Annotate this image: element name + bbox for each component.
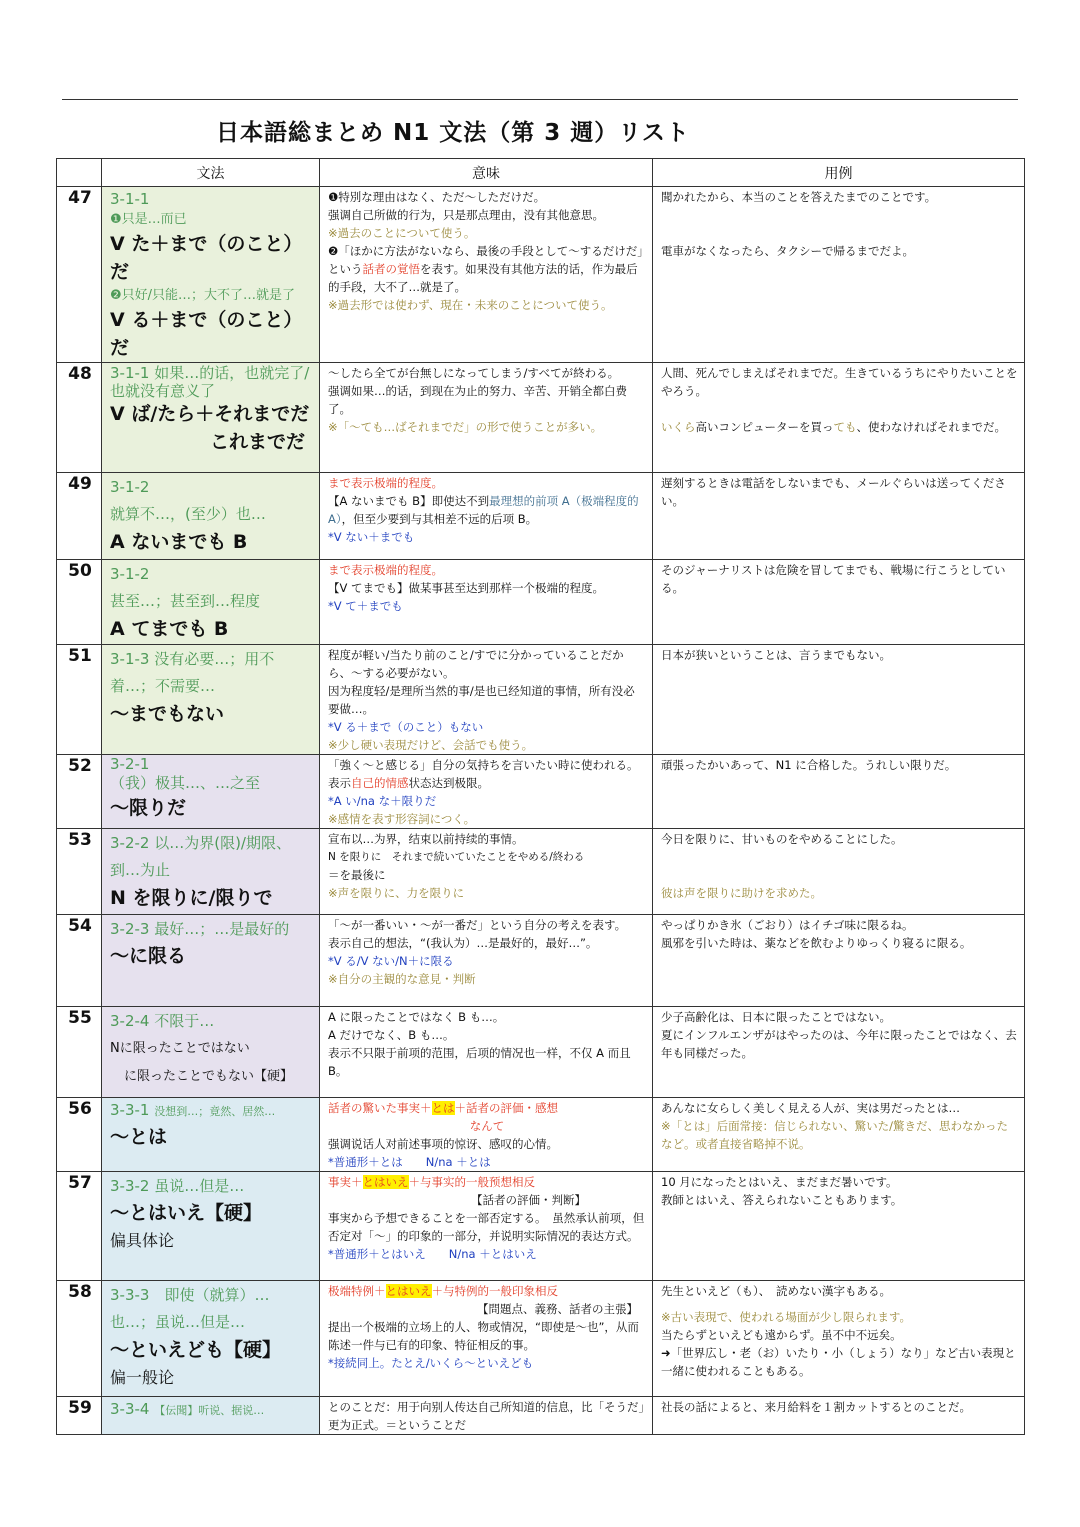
grammar-pattern: ～に限る [110,945,187,967]
example-sentence: 先生といえど（も）、 読めない漢字もある。 [661,1284,891,1298]
meaning-note: ※「～ても…ばそれまでだ」の形で使うことが多い。 [328,420,603,434]
example-sentence: 人間、死んでしまえばそれまでだ。生きているうちにやりたいことをやろう。 [661,366,1018,398]
example-note: ※「とは」后面常接：信じられない、驚いた/驚きだ、思わなかったなど。或者直接省略掉不说。 [661,1119,1009,1151]
meaning-usage: *V ない＋までも [328,530,415,544]
grammar-cell [102,1007,320,1098]
meaning-line: 事実から予想できることを一部否定する。 虽然承认前项，但否定对「～」的印象的一部分，并说明实际情况的表达方式。 [328,1211,645,1243]
row-number: 51 [57,645,102,755]
meaning-line: なんて [469,1119,505,1133]
example-sentence: 聞かれたから、本当のことを答えたまでのことです。 [661,190,937,204]
meaning-note: ※自分の主観的な意見・判断 [328,972,476,986]
table-row [57,560,1025,645]
example-cell [653,1281,1025,1397]
meaning-note: ※少し硬い表現だけど、会話でも使う。 [328,738,534,752]
grammar-code: 3-3-4 【伝聞】听说、据说… [110,1400,265,1418]
row-number: 47 [57,187,102,363]
top-rule [62,99,1018,100]
row-number: 58 [57,1281,102,1397]
row-number: 57 [57,1172,102,1281]
header-meaning: 意味 [320,159,653,187]
grammar-code: 3-2-1 [110,755,150,773]
grammar-pattern: これまでだ [209,431,305,453]
meaning-line: A だけでなく、B も…。 [328,1028,455,1042]
meaning-note: ※声を限りに、力を限りに [328,886,465,900]
grammar-note: 偏一般论 [110,1368,175,1387]
grammar-note: 偏具体论 [110,1231,175,1250]
example-sentence: 今日を限りに、甘いものをやめることにした。 [661,832,903,846]
example-sentence: 風邪を引いた時は、薬などを飲むよりゆっくり寝るに限る。 [661,936,972,950]
meaning-line: まで表示极端的程度。 [328,476,443,490]
meaning-line: とのことだ：用于向别人传达自己所知道的信息，比「そうだ」更为正式。＝ということだ [328,1400,645,1432]
example-sentence: 教師とはいえ、答えられないこともあります。 [661,1193,903,1207]
meaning-usage: *A い/na な＋限りだ [328,794,437,808]
table-row [57,473,1025,560]
grammar-code: 3-1-2 [110,565,150,583]
grammar-cell [102,1397,320,1435]
example-sentence: 遅刻するときは電話をしないまでも、メールぐらいは送ってください。 [661,476,1006,508]
meaning-line: ❷「ほかに方法がないなら、最後の手段として～するだけだ」という話者の覚悟を表す。如果没有其他方法的话，作为最后的手段，大不了…就是了。 [328,244,644,294]
grammar-code: 3-3-3 即使（就算）… [110,1286,270,1304]
table-row [57,829,1025,915]
grammar-code: 3-2-3 最好…；…是最好的 [110,920,290,938]
grammar-cell [102,187,320,363]
example-sentence: あんなに女らしく美しく見える人が、実は男だったとは… [661,1101,960,1115]
meaning-usage: *普通形＋とは N/na ＋とは [328,1155,491,1169]
grammar-cell [102,645,320,755]
grammar-meaning-cn: 甚至…；甚至到…程度 [110,592,261,610]
meaning-line: 【V てまでも】做某事甚至达到那样一个极端的程度。 [328,581,605,595]
example-sentence: いくら高いコンピューターを買っても、使わなければそれまでだ。 [661,420,1006,434]
meaning-cell [320,363,653,473]
meaning-cell [320,645,653,755]
example-cell [653,829,1025,915]
grammar-code: 3-3-1 没想到…；竟然、居然… [110,1101,276,1119]
grammar-cell [102,829,320,915]
grammar-cell [102,915,320,1007]
table-row [57,645,1025,755]
example-sentence: やっぱりかき氷（ごおり）はイチゴ味に限るね。 [661,918,914,932]
grammar-meaning-cn: ❶只是…而已 [110,212,187,227]
example-cell [653,645,1025,755]
example-sentence: 10 月になったとはいえ、まだまだ暑いです。 [661,1175,898,1189]
row-number: 54 [57,915,102,1007]
grammar-code: 3-1-1 如果…的话，也就完了/也就没有意义了 [110,364,310,400]
table-row [57,915,1025,1007]
grammar-meaning-cn: 到…为止 [110,861,171,879]
grammar-cell [102,363,320,473]
grammar-cell [102,755,320,829]
grammar-pattern: Nに限ったことではない [110,1041,250,1056]
meaning-cell [320,1281,653,1397]
grammar-meaning-cn: 也…；虽说…但是… [110,1313,246,1331]
grammar-cell [102,1098,320,1172]
meaning-line: 表示自己的想法，“(我认为）…是最好的，最好…”。 [328,936,598,950]
example-cell [653,1007,1025,1098]
example-sentence: 電車がなくなったら、タクシーで帰るまでだよ。 [661,244,914,258]
example-cell [653,1172,1025,1281]
row-number: 52 [57,755,102,829]
page-title: 日本語総まとめ N1 文法（第 3 週）リスト [216,120,690,146]
example-sentence: 夏にインフルエンザがはやったのは、今年に限ったことではなく、去年も同様だった。 [661,1028,1017,1060]
meaning-line: 「～が一番いい・～が一番だ」という自分の考えを表す。 [328,918,627,932]
meaning-line: まで表示极端的程度。 [328,563,443,577]
table-row [57,363,1025,473]
example-cell [653,1397,1025,1435]
grammar-code: 3-1-2 [110,478,150,496]
example-cell [653,187,1025,363]
example-sentence: ➜「世界広し・老（お）いたり・小（しょう）なり」など古い表現と一緒に使われることもある。 [661,1346,1016,1378]
example-cell [653,1098,1025,1172]
grammar-meaning-cn: 就算不…，(至少）也… [110,505,266,523]
example-sentence: 頑張ったかいあって、N1 に合格した。うれしい限りだ。 [661,758,957,772]
header-grammar: 文法 [102,159,320,187]
grammar-cell [102,1281,320,1397]
grammar-pattern: ～とは [110,1126,168,1148]
meaning-usage: *V て＋までも [328,599,403,613]
grammar-meaning-cn: （我）极其…、…之至 [110,774,261,792]
meaning-usage: *接続同上。たとえ/いくら～といえども [328,1356,534,1370]
meaning-line: A に限ったことではなく B も…。 [328,1010,505,1024]
grammar-code: 3-2-4 不限于… [110,1012,215,1030]
grammar-pattern: V た＋まで（のこと）だ [110,233,303,283]
meaning-line: ❶特別な理由はなく、ただ～しただけだ。 [328,190,546,204]
grammar-meaning-cn: 着…；不需要… [110,677,216,695]
header-row [57,159,1025,187]
row-number: 49 [57,473,102,560]
row-number: 50 [57,560,102,645]
grammar-table [56,158,1025,1435]
grammar-cell [102,473,320,560]
header-num [57,159,102,187]
row-number: 59 [57,1397,102,1435]
table-row [57,1098,1025,1172]
example-cell [653,755,1025,829]
example-sentence: 彼は声を限りに助けを求めた。 [661,886,822,900]
meaning-cell [320,1098,653,1172]
meaning-line: ＝を最後に [328,868,386,882]
row-number: 55 [57,1007,102,1098]
meaning-line: 强调说话人对前述事项的惊讶、感叹的心情。 [328,1137,558,1151]
meaning-line: 「強く～と感じる」自分の気持ちを言いたい時に使われる。表示自己的情感状态达到极限。 [328,758,639,790]
meaning-line: ～したら全てが台無しになってしまう/すべてが終わる。 [328,366,620,380]
grammar-code: 3-1-3 没有必要…；用不 [110,650,275,668]
example-cell [653,363,1025,473]
meaning-cell [320,755,653,829]
header-example: 用例 [653,159,1025,187]
meaning-line: 【話者の評価・判断】 [471,1193,586,1207]
meaning-cell [320,560,653,645]
table-row [57,1172,1025,1281]
grammar-pattern: A てまでも B [110,618,229,640]
table-row [57,1007,1025,1098]
meaning-line: 表示不只限于前项的范围，后项的情况也一样，不仅 A 而且 B。 [328,1046,631,1078]
row-number: 53 [57,829,102,915]
grammar-pattern: ～までもない [110,703,225,725]
grammar-pattern: に限ったことでもない【硬】 [124,1069,294,1084]
row-number: 56 [57,1098,102,1172]
grammar-pattern: ～といえども【硬】 [110,1339,282,1361]
example-sentence: 社長の話によると、来月給料を１割カットするとのことだ。 [661,1400,972,1414]
example-sentence: 日本が狭いということは、言うまでもない。 [661,648,891,662]
meaning-cell [320,187,653,363]
table-row [57,187,1025,363]
meaning-line: N を限りに それまで続いていたことをやめる/終わる [328,851,585,863]
example-sentence: 少子高齢化は、日本に限ったことではない。 [661,1010,891,1024]
meaning-line: 【問題点、義務、話者の主張】 [477,1302,638,1316]
meaning-line: 强调如果…的话，到现在为止的努力、辛苦、开销全都白费了。 [328,384,627,416]
meaning-cell [320,1007,653,1098]
example-sentence: そのジャーナリストは危険を冒してまでも、戦場に行こうとしている。 [661,563,1006,595]
row-number: 48 [57,363,102,473]
meaning-cell [320,915,653,1007]
grammar-code: 3-1-1 [110,190,150,208]
table-row [57,1397,1025,1435]
meaning-usage: *普通形＋とはいえ N/na ＋とはいえ [328,1247,537,1261]
grammar-pattern: V ば/たら＋それまでだ [110,403,310,425]
grammar-cell [102,1172,320,1281]
meaning-line: 事実＋とはいえ＋与事实的一般预想相反 [328,1175,535,1189]
grammar-code: 3-2-2 以…为界(限)/期限、 [110,834,291,852]
meaning-usage: *V る/V ない/N＋に限る [328,954,454,968]
table-row [57,1281,1025,1397]
meaning-usage: *V る＋まで（のこと）もない [328,720,484,734]
example-cell [653,473,1025,560]
grammar-pattern: ～限りだ [110,797,187,819]
meaning-note: ※過去形では使わず、現在・未来のことについて使う。 [328,298,613,312]
meaning-line: 程度が軽い/当たり前のこと/すでに分かっていることだから、～する必要がない。 [328,648,624,680]
example-sentence: 当たらずといえども遠からず。虽不中不远矣。 [661,1328,902,1342]
grammar-meaning-cn: ❷只好/只能…；大不了…就是了 [110,288,296,303]
meaning-note: ※過去のことについて使う。 [328,226,476,240]
grammar-pattern: V る＋まで（のこと）だ [110,309,303,359]
meaning-cell [320,829,653,915]
example-note: ※古い表現で、使われる場面が少し限られます。 [661,1310,911,1324]
meaning-line: 极端特例＋とはいえ＋与特例的一般印象相反 [328,1284,558,1298]
meaning-note: ※感情を表す形容詞につく。 [328,812,476,826]
meaning-line: 因为程度轻/是理所当然的事/是也已经知道的事情，所有没必要做…。 [328,684,635,716]
table-row [57,755,1025,829]
grammar-pattern: N を限りに/限りで [110,887,273,909]
example-cell [653,560,1025,645]
meaning-line: 宣布以…为界，结束以前持续的事情。 [328,832,524,846]
grammar-pattern: A ないまでも B [110,531,248,553]
grammar-cell [102,560,320,645]
example-cell [653,915,1025,1007]
meaning-line: 强调自己所做的行为，只是那点理由，没有其他意思。 [328,208,604,222]
meaning-cell [320,1172,653,1281]
grammar-pattern: ～とはいえ【硬】 [110,1202,263,1224]
meaning-cell [320,1397,653,1435]
meaning-line: 話者の驚いた事実＋とは＋話者の評価・感想 [328,1101,558,1115]
grammar-code: 3-3-2 虽说…但是… [110,1177,245,1195]
meaning-line: 【A ないまでも B】即使达不到最理想的前项 A（极端程度的 A），但至少要到与其相差不远的后项 B。 [328,494,639,526]
meaning-cell [320,473,653,560]
meaning-line: 提出一个极端的立场上的人、物或情况，“即使是～也”，从而陈述一件与已有的印象、特征相反的事。 [328,1320,639,1352]
